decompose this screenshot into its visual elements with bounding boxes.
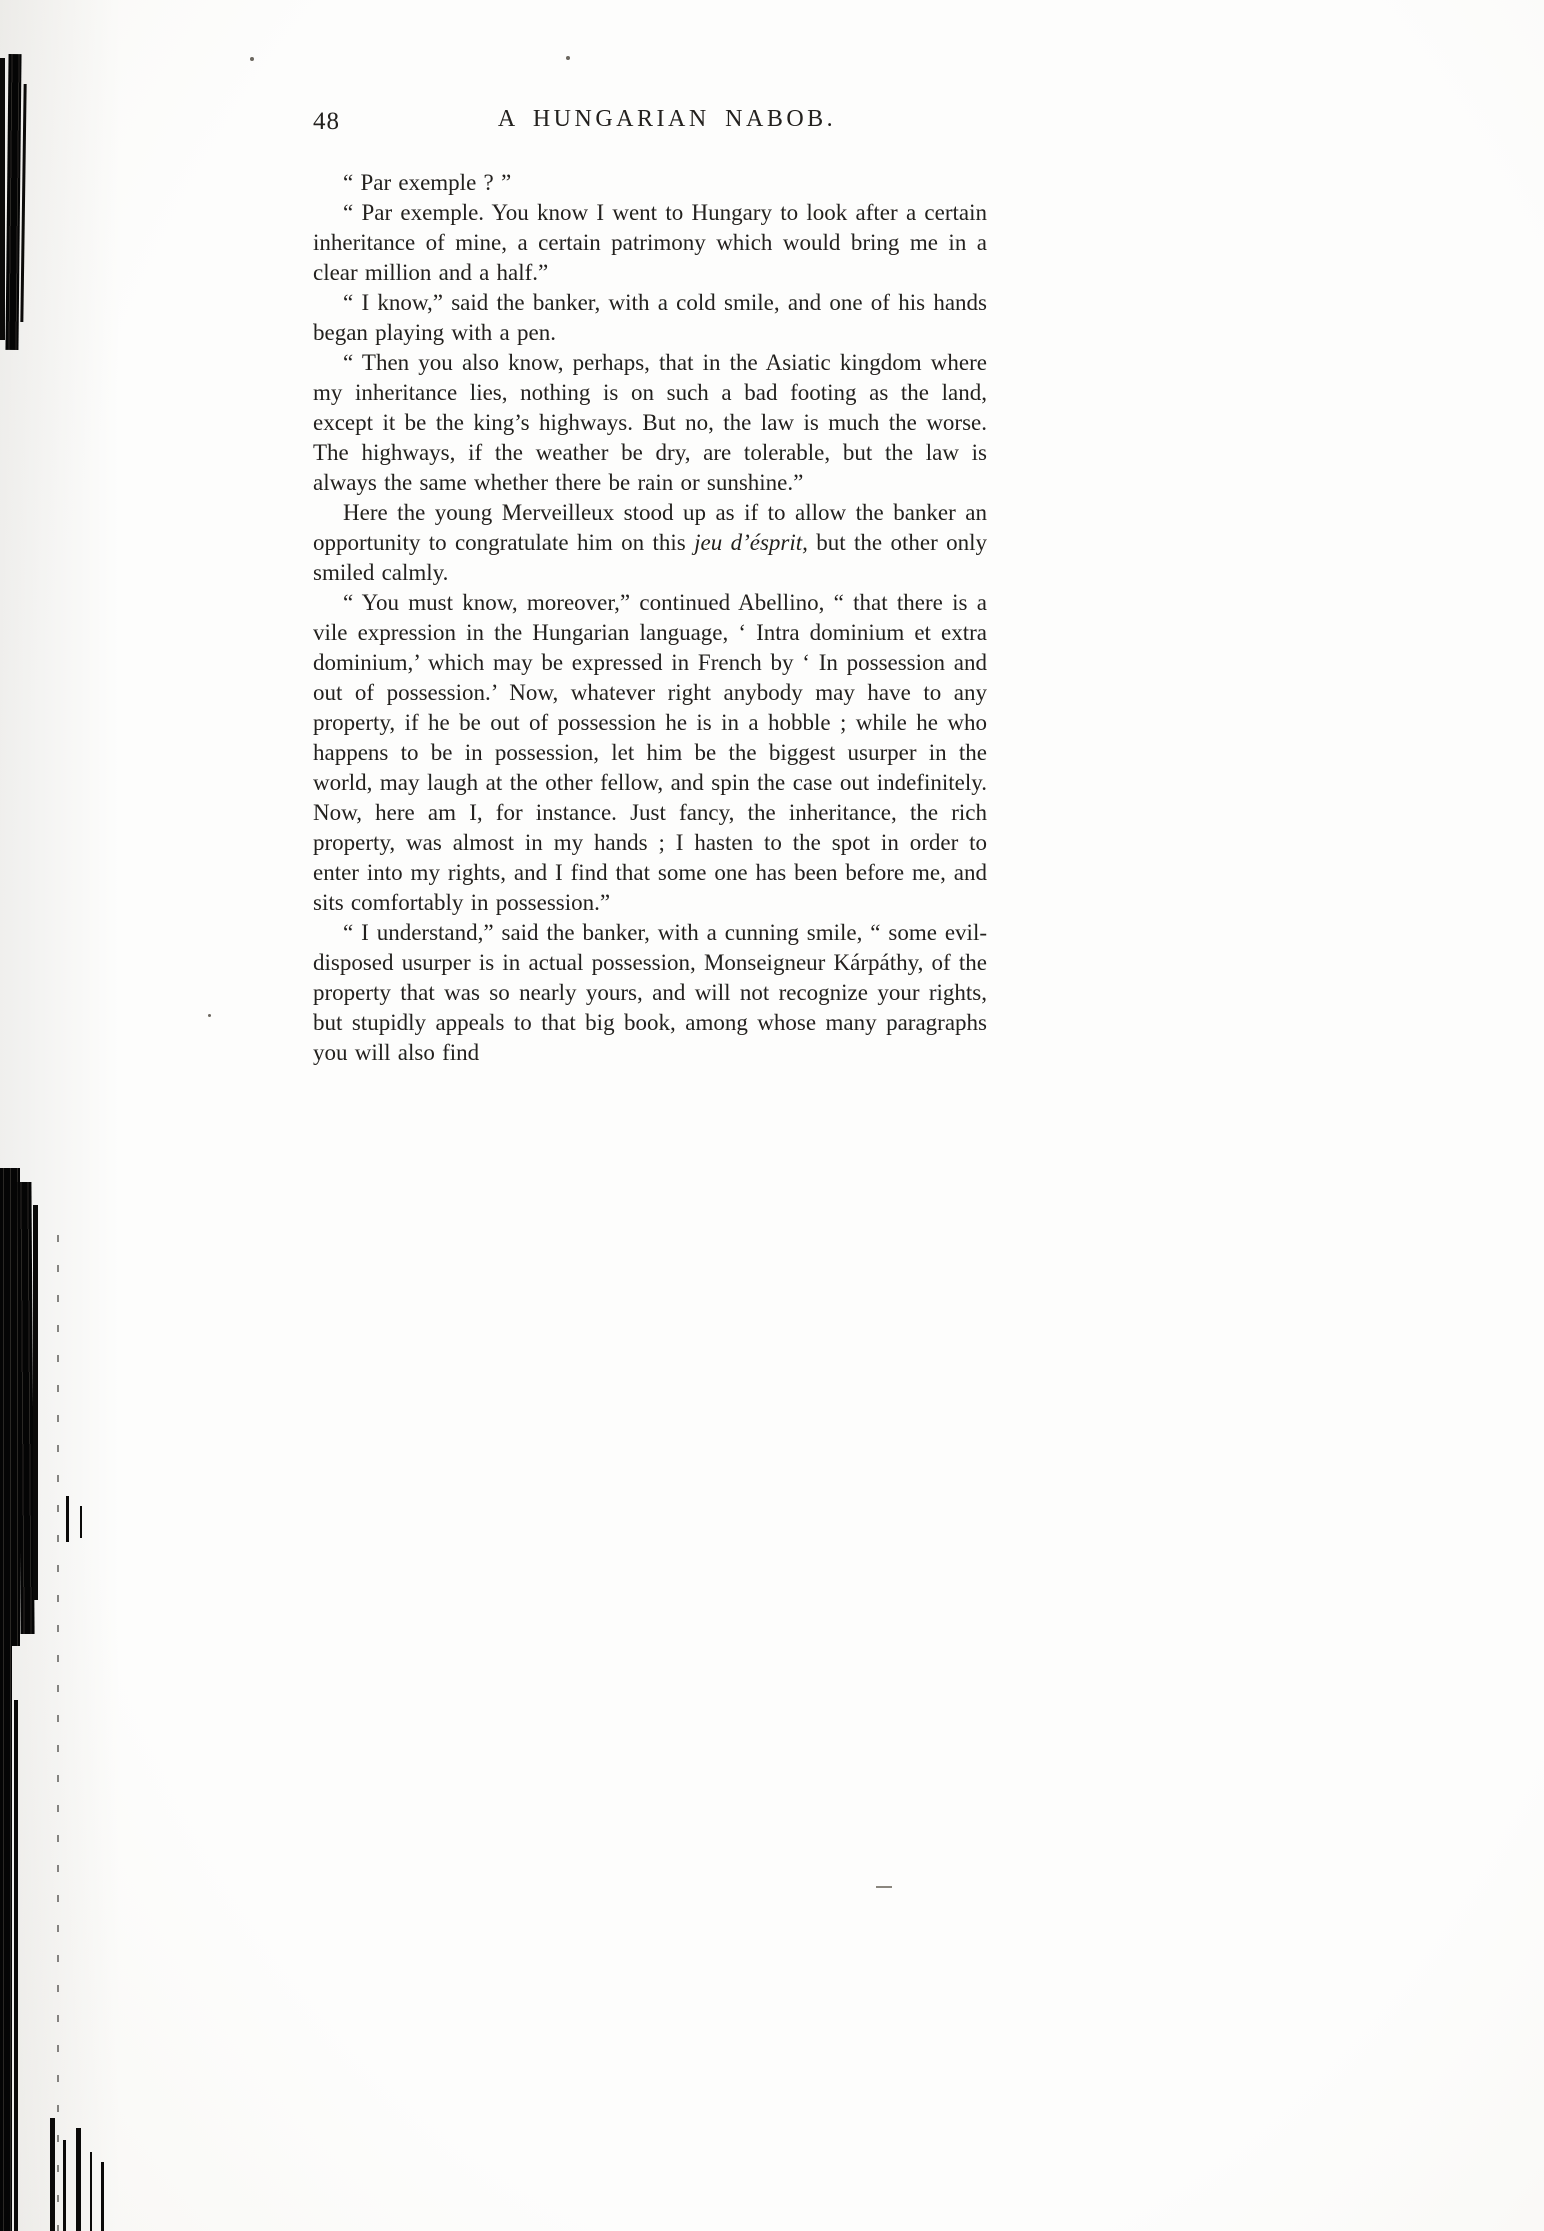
paragraph (313, 918, 987, 1068)
scan-artifact-ink-streak (14, 1700, 18, 2231)
scan-speck (250, 57, 254, 61)
scan-artifact-ink-streak (0, 1640, 12, 2231)
paragraph (313, 588, 987, 918)
text-segment: but the other only smiled calmly. (313, 530, 987, 585)
scan-artifact-stroke (50, 2118, 55, 2231)
scan-artifact-stroke (101, 2162, 104, 2231)
paragraph (313, 498, 987, 588)
text-segment: “ Then you also know, perhaps, that in the Asiatic kingdom where my inheritance lies, nothing is on such a bad footing as the land, except it be the king’s highways. But no, the law is much the worse. The highways, if the weather be dry, are tolerable, but the law is always the same whether there be rain or sunshine.” (313, 350, 987, 495)
text-segment: “ You must know, moreover,” continued Abellino, “ that there is a vile expression in the Hungarian language, ‘ Intra dominium et extra dominium,’ which may be expressed in French by ‘ In possession and out of possession.’ Now, whatever right anybody may have to any property, if he be out of possession he is in a hobble ; while he who happens to be in possession, let him be the biggest usurper in the world, may laugh at the other fellow, and spin the case out indefinitely. Now, here am I, for instance. Just fancy, the inheritance, the rich property, was almost in my hands ; I hasten to the spot in order to enter into my rights, and I find that some one has been before me, and sits comfortably in possession.” (313, 590, 987, 915)
scan-speck (208, 1014, 211, 1017)
scan-artifact-fold-line (57, 1235, 59, 2231)
text-segment: “ I understand,” said the banker, with a cunning smile, “ some evil-disposed usurper is in actual possession, Monseigneur Kárpáthy, of the property that was so nearly yours, and will not recognize your rights, but stupidly appeals to that big book, among whose many paragraphs you will also find (313, 920, 987, 1065)
text-segment: Here the young Merveilleux stood up as if to allow the banker an opportunity to congratulate him on this (313, 500, 987, 555)
paragraph (313, 288, 987, 348)
scan-artifact-ink-streak (33, 1205, 38, 1600)
paragraph (313, 168, 987, 198)
text-segment: “ Par exemple. You know I went to Hungary to look after a certain inheritance of mine, a certain patrimony which would bring me in a clear million and a half.” (313, 200, 987, 285)
scan-artifact-tick (66, 1496, 69, 1542)
scan-artifact-stroke (90, 2152, 92, 2231)
text-segment: “ Par exemple ? ” (343, 170, 512, 195)
italic-phrase: jeu d’ésprit, (694, 530, 808, 555)
page-number: 48 (313, 108, 340, 135)
scan-artifact-tick (80, 1506, 82, 1538)
scan-artifact-stroke (76, 2128, 81, 2231)
text-block (313, 168, 987, 1068)
running-title: A HUNGARIAN NABOB. (497, 106, 837, 132)
scan-speck-dash (876, 1886, 892, 1888)
page-header (313, 106, 987, 168)
paragraph (313, 198, 987, 288)
paragraph (313, 348, 987, 498)
text-segment: “ I know,” said the banker, with a cold smile, and one of his hands began playing with a pen. (313, 290, 987, 345)
text-column (313, 106, 987, 1068)
scan-speck (566, 56, 570, 60)
scan-artifact-stroke (63, 2140, 66, 2231)
scan-artifact-ink-streak (0, 58, 5, 340)
